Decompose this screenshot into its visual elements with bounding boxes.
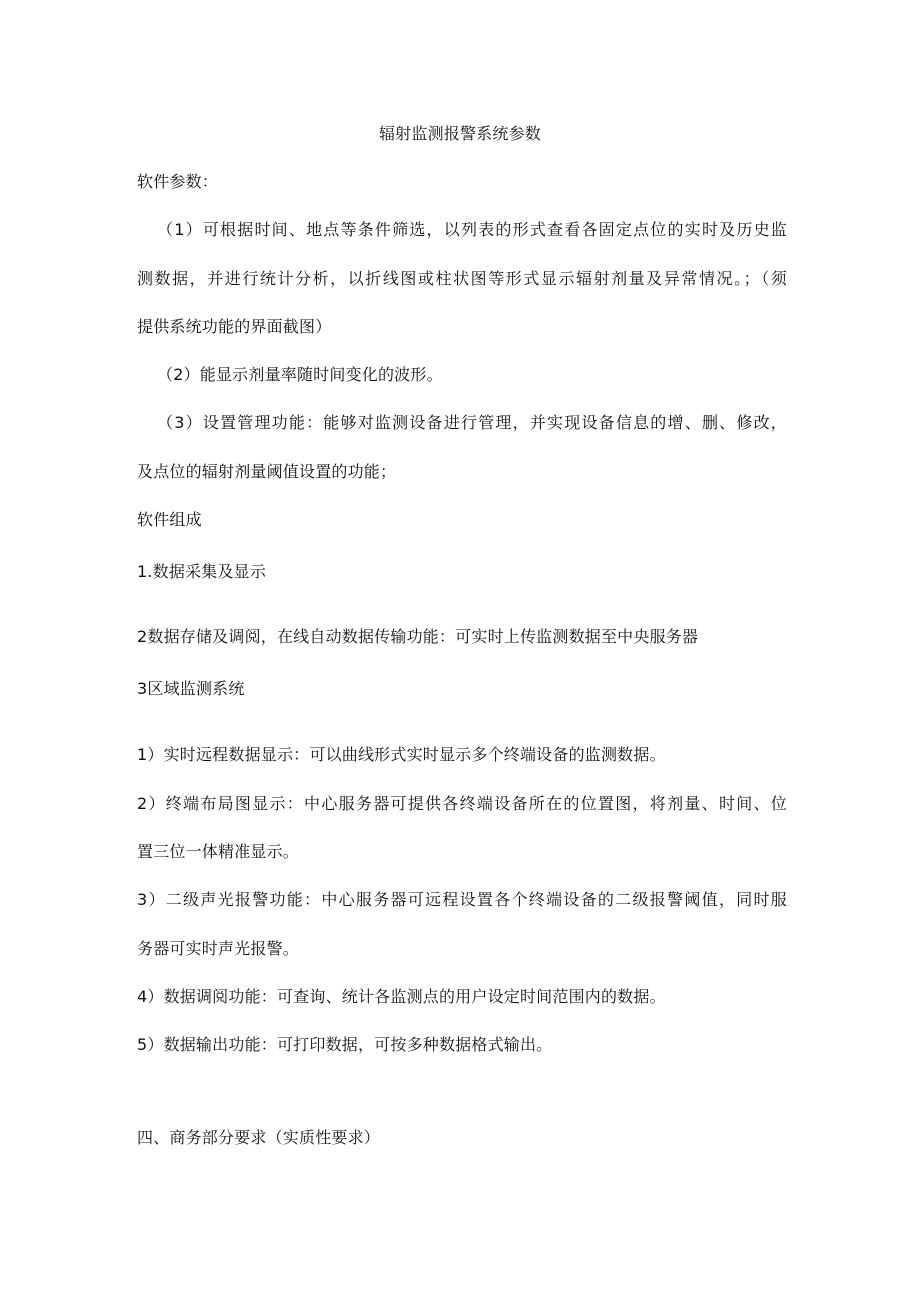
section-four-heading: 四、商务部分要求（实质性要求） [137,1128,381,1147]
system-item-5: 5）数据输出功能：可打印数据，可按多种数据格式输出。 [137,1035,553,1054]
param-1-line-2: 测数据，并进行统计分析，以折线图或柱状图等形式显示辐射剂量及异常情况。；（须 [137,269,787,288]
composition-item-2: 2数据存储及调阅，在线自动数据传输功能：可实时上传监测数据至中央服务器 [137,627,699,646]
composition-heading: 软件组成 [137,510,202,529]
param-2: （2）能显示剂量率随时间变化的波形。 [157,365,443,384]
system-item-2-line-1: 2）终端布局图显示：中心服务器可提供各终端设备所在的位置图，将剂量、时间、位 [137,794,787,813]
param-1-line-3: 提供系统功能的界面截图） [137,317,332,336]
software-params-heading: 软件参数： [137,172,219,191]
system-item-2-line-2: 置三位一体精准显示。 [137,842,300,861]
param-1-line-1: （1）可根据时间、地点等条件筛选，以列表的形式查看各固定点位的实时及历史监 [157,220,787,239]
composition-item-1: 1.数据采集及显示 [137,562,267,581]
param-3-line-1: （3）设置管理功能：能够对监测设备进行管理，并实现设备信息的增、删、修改， [157,413,787,432]
composition-item-3: 3区域监测系统 [137,679,245,698]
system-item-4: 4）数据调阅功能：可查询、统计各监测点的用户设定时间范围内的数据。 [137,987,666,1006]
system-item-1: 1）实时远程数据显示：可以曲线形式实时显示多个终端设备的监测数据。 [137,745,666,764]
system-item-3-line-2: 务器可实时声光报警。 [137,939,300,958]
system-item-3-line-1: 3）二级声光报警功能：中心服务器可远程设置各个终端设备的二级报警阈值，同时服 [137,890,787,909]
param-3-line-2: 及点位的辐射剂量阈值设置的功能； [137,462,397,481]
document-title: 辐射监测报警系统参数 [378,124,541,143]
